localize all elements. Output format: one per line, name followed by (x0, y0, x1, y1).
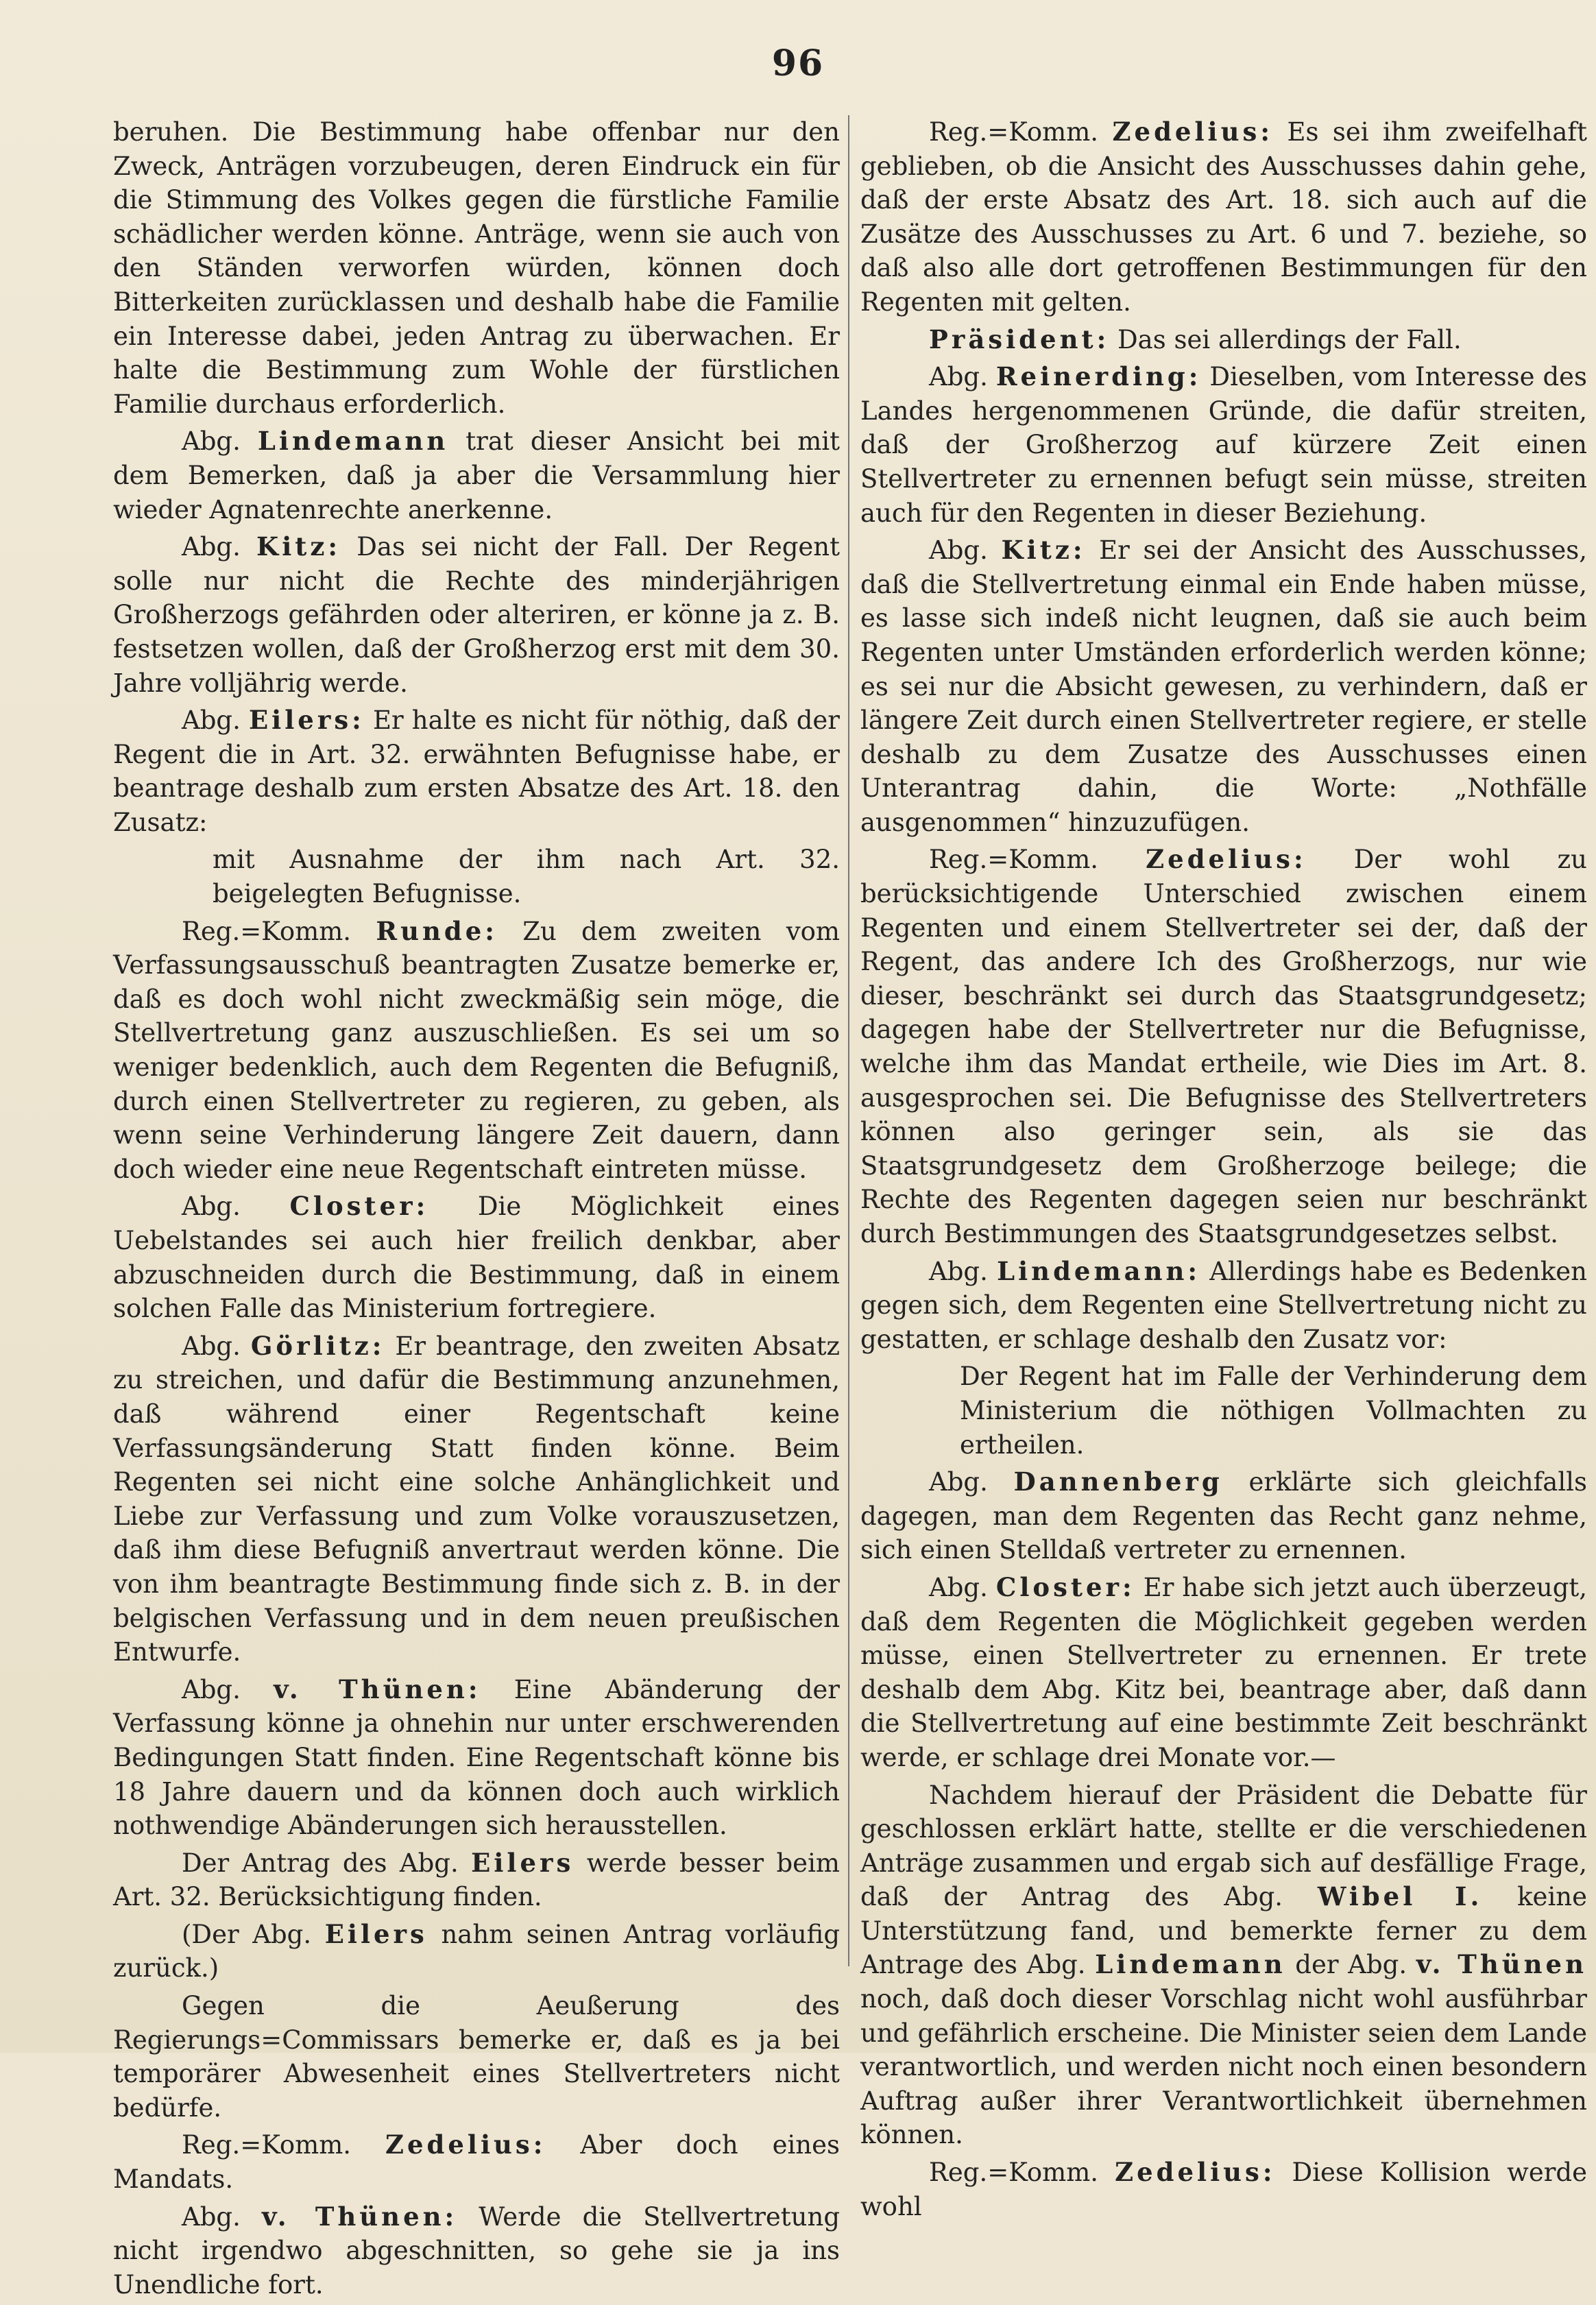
speaker-name: Closter: (995, 1571, 1135, 1602)
paragraph: Reg.=Komm. Zedelius: Aber doch eines Mandats. (113, 2129, 841, 2195)
paragraph: Abg. Eilers: Er halte es nicht für nöthig, daß der Regent die in Art. 32. erwähnten Befugnisse habe, er beantrage deshalb zum ersten Absatze des Art. 18. den Zusatz: (113, 705, 840, 837)
speaker-name: Lindemann (1095, 1949, 1286, 1980)
paragraph: Nachdem hierauf der Präsident die Debatte für geschlossen erklärt hatte, stellte er die verschiedenen Anträge zusammen und ergab sich auf desfällige Frage, daß der Antrag des Abg. Wibel I. keine Unterstützung fand, und bemerkte ferner zu dem Antrage des Abg. Lindemann der Abg. v. Thünen noch, daß doch dieser Vorschlag nicht wohl ausführbar und gefährlich erscheine. Die Minister seien dem Lande verantwortlich, und werden nicht noch einen besondern Auftrag außer ihrer Verantwortlichkeit übernehmen können. (860, 1780, 1588, 2150)
speaker-name: Reinerding: (995, 361, 1202, 392)
speaker-name: Eilers (471, 1847, 575, 1878)
paragraph: Reg.=Komm. Zedelius: Der wohl zu berücksichtigende Unterschied zwischen einem Regenten und einem Stellvertreter sei der, daß der Regent, das andere Ich des Großherzogs, nur wie dieser, beschränkt sei durch das Staatsgrundgesetz; dagegen habe der Stellvertreter nur die Befugnisse, welche ihm das Mandat ertheile, wie Dies im Art. 8. ausgesprochen sei. Die Befugnisse des Stellvertreters können also geringer sein, als sie das Staatsgrundgesetz dem Großherzoge beilege; die Rechte des Regenten dagegen seien nur beschränkt durch Bestimmungen des Staatsgrundgesetzes selbst. (860, 844, 1588, 1248)
speaker-name: Kitz: (1001, 535, 1086, 566)
paragraph: Abg. Reinerding: Dieselben, vom Interesse des Landes hergenommenen Gründe, die dafür streiten, daß der Großherzog auf kürzere Zeit einen Stellvertreter zu ernennen befugt sein müsse, streiten auch für den Regenten in dieser Beziehung. (860, 361, 1588, 528)
speaker-name: Präsident: (929, 324, 1110, 354)
paragraph: Abg. v. Thünen: Werde die Stellvertretung nicht irgendwo abgeschnitten, so gehe sie ja ins Unendliche fort. (113, 2201, 841, 2300)
quoted-motion: mit Ausnahme der ihm nach Art. 32. beigelegten Befugnisse. (213, 845, 840, 909)
paragraph: Abg. Lindemann: Allerdings habe es Bedenken gegen sich, dem Regenten eine Stellvertretung nicht zu gestatten, er schlage deshalb den Zusatz vor: (860, 1255, 1587, 1354)
speaker-name: v. Thünen: (274, 1674, 481, 1704)
paragraph: Abg. Kitz: Das sei nicht der Fall. Der Regent solle nur nicht die Rechte des minderjährigen Großherzogs gefährden oder alteriren, er könne ja z. B. festsetzen wollen, daß der Großherzog erst mit dem 30. Jahre volljährig werde. (113, 531, 841, 698)
speaker-name: Dannenberg (1013, 1467, 1223, 1497)
speaker-name: Wibel I. (1317, 1881, 1483, 1912)
speaker-name: Closter: (289, 1191, 429, 1222)
paragraph: Abg. Lindemann trat dieser Ansicht bei mit dem Bemerken, daß ja aber die Versammlung hier wieder Agnatenrechte anerkenne. (113, 426, 840, 524)
speaker-name: Zedelius: (1146, 844, 1307, 875)
quoted-motion: Der Regent hat im Falle der Verhinderung dem Ministerium die nöthigen Vollmachten zu ertheilen. (960, 1362, 1587, 1460)
speaker-name: Zedelius: (385, 2129, 546, 2160)
paragraph: Reg.=Komm. Zedelius: Diese Kollision werde wohl (860, 2157, 1587, 2221)
paragraph: Abg. Closter: Die Möglichkeit eines Uebelstandes sei auch hier freilich denkbar, aber abzuschneiden durch die Bestimmung, daß in einem solchen Falle das Ministerium fortregiere. (113, 1191, 840, 1324)
speaker-name: Lindemann (257, 426, 449, 457)
paragraph: Präsident: Das sei allerdings der Fall. (929, 324, 1462, 354)
paragraph: Gegen die Aeußerung des Regierungs=Commissars bemerke er, daß es ja bei temporärer Abwesenheit eines Stellvertreters nicht bedürfe. (113, 1991, 840, 2123)
speaker-name: Kitz: (256, 531, 341, 562)
paragraph: Reg.=Komm. Runde: Zu dem zweiten vom Verfassungsausschuß beantragten Zusatze bemerke er, daß es doch wohl nicht zweckmäßig sein möge, die Stellvertretung ganz auszuschließen. Es sei um so weniger bedenklich, auch dem Regenten die Befugniß, durch einen Stellvertreter zu regieren, zu geben, als wenn seine Verhinderung längere Zeit dauern, dann doch wieder eine neue Regentschaft eintreten müsse. (113, 915, 841, 1184)
paragraph: Reg.=Komm. Zedelius: Es sei ihm zweifelhaft geblieben, ob die Ansicht des Ausschusses dahin gehe, daß der erste Absatz des Art. 18. sich auch auf die Zusätze des Ausschusses zu Art. 6 und 7. beziehe, so daß also alle dort getroffenen Bestimmungen für den Regenten mit gelten. (860, 117, 1587, 317)
speaker-name: Zedelius: (1112, 117, 1273, 147)
paragraph: Abg. v. Thünen: Eine Abänderung der Verfassung könne ja ohnehin nur unter erschwerenden Bedingungen Statt finden. Eine Regentschaft könne bis 18 Jahre dauern und da können doch auch wirklich nothwendige Abänderungen sich herausstellen. (113, 1674, 840, 1841)
speaker-name: v. Thünen: (261, 2201, 458, 2232)
paragraph: Der Antrag des Abg. Eilers werde besser beim Art. 32. Berücksichtigung finden. (113, 1847, 840, 1912)
left-column (113, 115, 840, 2305)
speaker-name: v. Thünen (1416, 1949, 1587, 1980)
column-divider (848, 115, 849, 1966)
paragraph: Abg. Görlitz: Er beantrage, den zweiten Absatz zu streichen, und dafür die Bestimmung anzunehmen, daß während einer Regentschaft keine Verfassungsänderung Statt finden könne. Beim Regenten sei nicht eine solche Anhänglichkeit und Liebe zur Verfassung und zum Volke vorauszusetzen, daß ihm diese Befugniß anvertraut werden könne. Die von ihm beantragte Bestimmung finde sich z. B. in der belgischen Verfassung und in dem neuen preußischen Entwurfe. (113, 1330, 841, 1667)
speaker-name: Görlitz: (250, 1330, 385, 1361)
paragraph: Abg. Dannenberg erklärte sich gleichfalls dagegen, man dem Regenten das Recht ganz nehme, sich einen Stelldaß vertreter zu ernennen. (860, 1467, 1587, 1565)
right-column (860, 115, 1587, 2227)
speaker-name: Lindemann: (997, 1255, 1201, 1286)
page-number: 96 (771, 43, 825, 84)
paragraph: beruhen. Die Bestimmung habe offenbar nur den Zweck, Anträgen vorzubeugen, deren Eindruck ein für die Stimmung des Volkes gegen die fürstliche Familie schädlicher werden könne. Anträge, wenn sie auch von den Ständen verworfen würden, können doch Bitterkeiten zurücklassen und deshalb habe die Familie ein Interesse dabei, jeden Antrag zu überwachen. Er halte die Bestimmung zum Wohle der fürstlichen Familie durchaus erforderlich. (113, 117, 840, 419)
paragraph: (Der Abg. Eilers nahm seinen Antrag vorläufig zurück.) (113, 1918, 841, 1983)
speaker-name: Eilers: (248, 705, 365, 736)
paragraph: Abg. Kitz: Er sei der Ansicht des Ausschusses, daß die Stellvertretung einmal ein Ende haben müsse, es lasse sich indeß nicht leugnen, daß sie auch beim Regenten unter Umständen erforderlich werden könne; es sei nur die Absicht gewesen, zu verhindern, daß er längere Zeit durch einen Stellvertreter regiere, er stelle deshalb zu dem Zusatze des Ausschusses einen Unterantrag dahin, die Worte: „Nothfälle ausgenommen“ hinzuzufügen. (860, 535, 1587, 837)
speaker-name: Runde: (376, 915, 498, 946)
speaker-name: Zedelius: (1115, 2157, 1276, 2188)
paragraph: Abg. Closter: Er habe sich jetzt auch überzeugt, daß dem Regenten die Möglichkeit gegeben werden müsse, einen Stellvertreter zu ernennen. Er trete deshalb dem Abg. Kitz bei, beantrage aber, daß dann die Stellvertretung auf eine bestimmte Zeit beschränkt werde, er schlage drei Monate vor.— (860, 1571, 1588, 1772)
speaker-name: Eilers (324, 1918, 428, 1949)
